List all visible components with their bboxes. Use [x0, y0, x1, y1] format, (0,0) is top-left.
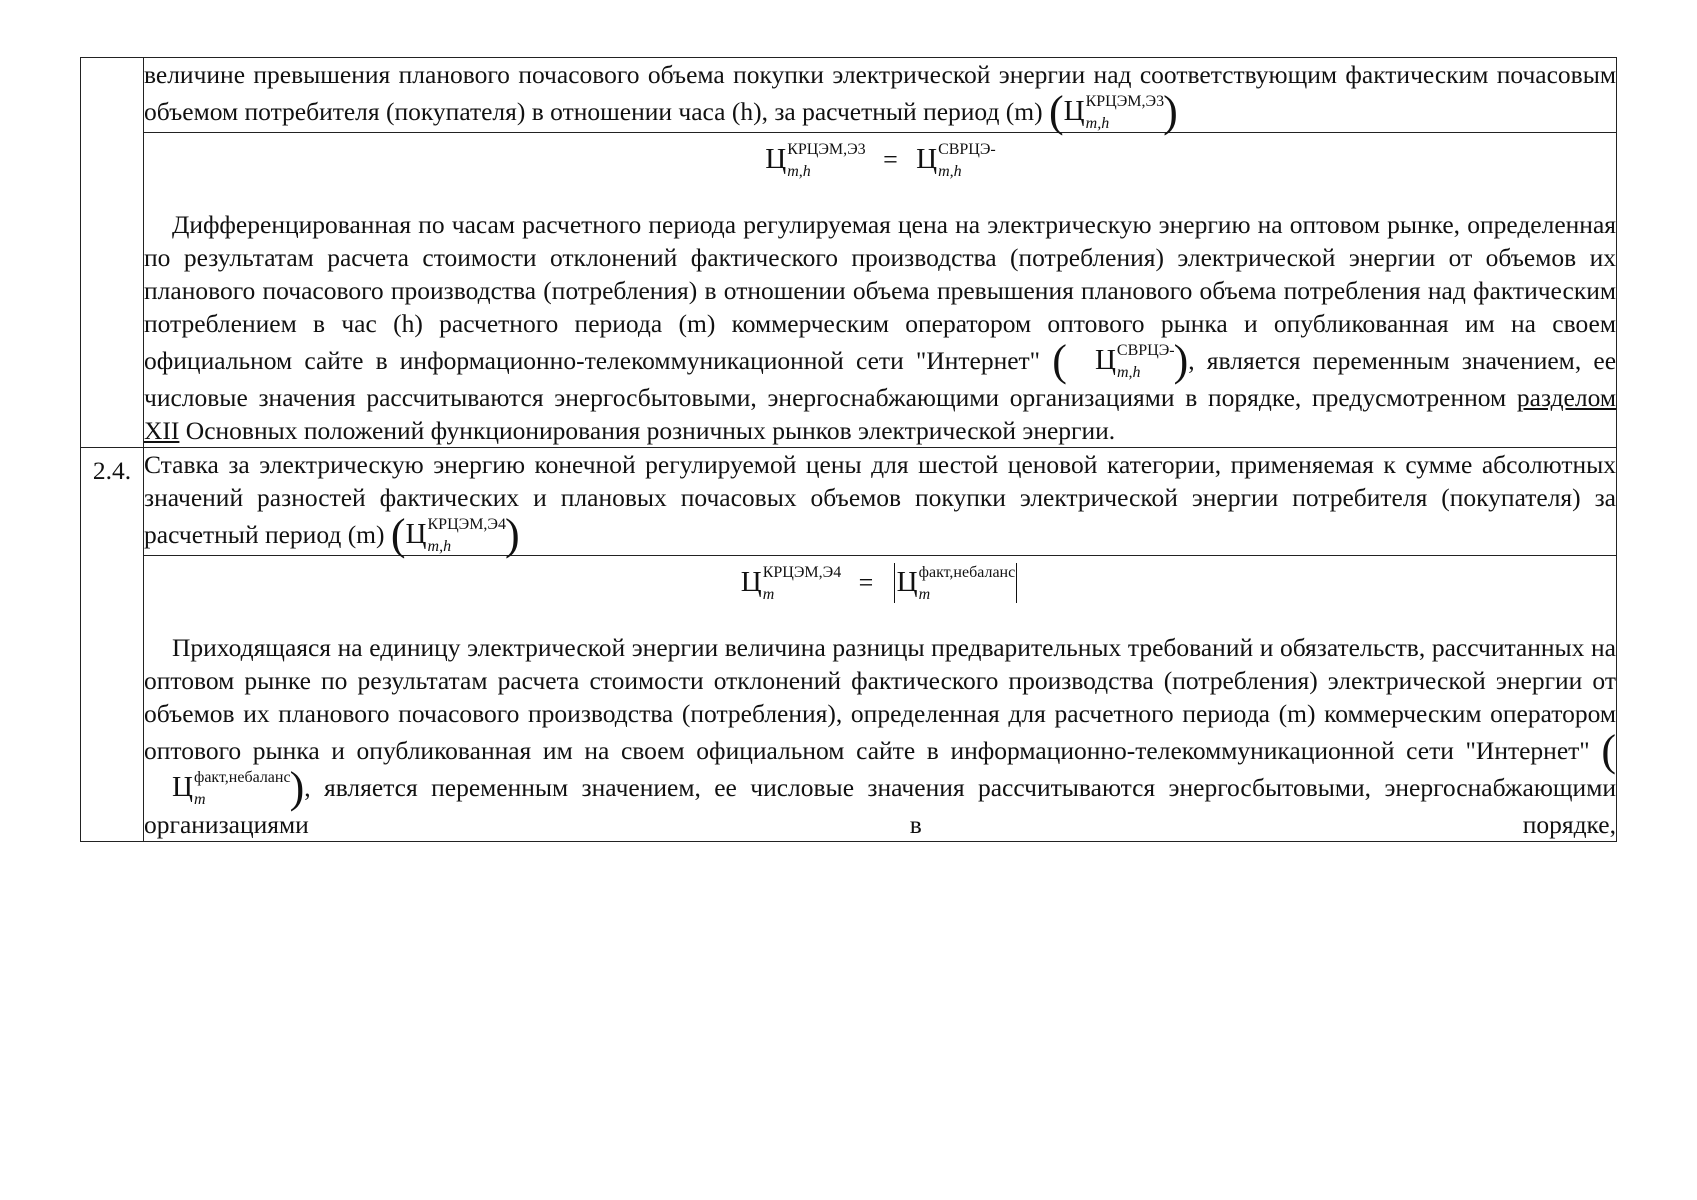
- table-row: [81, 58, 1617, 133]
- equals-sign: =: [883, 145, 898, 174]
- row-number-cell: 2.4.: [81, 448, 144, 842]
- equals-sign: =: [858, 568, 874, 597]
- row4-cell: [144, 556, 1617, 842]
- formula-rhs-symbol: $Ц^{СВРЦЭ-}$ m,h: [916, 141, 996, 180]
- formula-lhs-symbol: $Ц^{КРЦЭМ,Э4}$ m: [740, 564, 842, 603]
- open-paren: (: [1052, 336, 1067, 385]
- document-table: [80, 57, 1617, 842]
- formula-rhs-symbol: $Ц^{факт,небаланс}$ m: [896, 564, 1016, 603]
- open-paren: (: [1049, 87, 1064, 136]
- price-symbol: $Ц^{СВРЦЭ-}$ m,h: [1094, 342, 1175, 381]
- formula-lhs-symbol: $Ц^{КРЦЭМ,Э3}$ m,h: [765, 141, 866, 180]
- close-paren: ): [1163, 87, 1178, 136]
- table-row: [81, 133, 1617, 448]
- row3-paragraph: [144, 448, 1616, 559]
- table-row: [81, 556, 1617, 842]
- row2-text-c: Основных положений функционирования розничных рынков электрической энергии.: [185, 416, 1116, 445]
- row-number-cell-empty: [81, 58, 144, 448]
- row4-paragraph: [144, 631, 1616, 841]
- price-symbol: $Ц^{факт,небаланс}$ m: [172, 769, 291, 808]
- price-symbol: $Ц^{КРЦЭМ,Э4}$ m,h: [405, 516, 506, 555]
- open-paren: (: [1601, 726, 1616, 775]
- row2-cell: [144, 133, 1617, 448]
- open-paren: (: [390, 510, 406, 559]
- close-paren: ): [504, 510, 520, 559]
- section-xii-link[interactable]: разделом XII: [144, 383, 1616, 445]
- row3-cell: [144, 448, 1617, 559]
- row1-paragraph: [144, 58, 1616, 136]
- table-row: [81, 448, 1617, 556]
- row1-text-a: величине превышения планового почасового объема покупки электрической энергии над соответствующим фактическим почасовым объемом потребителя (покупателя) в отношении часа (h), за расчетный период (m): [144, 60, 1616, 126]
- close-paren: ): [1173, 336, 1189, 385]
- price-symbol: $Ц^{КРЦЭМ,Э3}$ m,h: [1063, 93, 1165, 132]
- close-paren: ): [289, 763, 305, 812]
- row2-paragraph: [144, 208, 1616, 447]
- row3-text-a: Ставка за электрическую энергию конечной регулируемой цены для шестой ценовой категории, применяемая к сумме абсолютных значений разностей фактических и плановых почасовых объемов покупки электрической энергии потребителя (покупателя) за расчетный период (m): [144, 450, 1616, 549]
- abs-bar-right: [1016, 563, 1017, 603]
- row2-text-b: , является переменным значением, ее числовые значения рассчитываются энергосбытовыми, энергоснабжающими организациями в порядке, предусмотренном: [144, 346, 1617, 412]
- row4-text-a: Приходящаяся на единицу электрической энергии величина разницы предварительных требований и обязательств, рассчитанных на оптовом рынке по результатам расчета стоимости отклонений фактического производства (потребления) электрической энергии от объемов их планового почасового производства (потребления), определенная для расчетного периода (m) коммерческим оператором оптового рынка и опубликованная им на своем официальном сайте в информационно-телекоммуникационной сети "Интернет": [144, 633, 1616, 765]
- formula-e3: [144, 137, 1616, 186]
- row1-cell: [144, 58, 1617, 136]
- row2-text-a: Дифференцированная по часам расчетного периода регулируемая цена на электрическую энергию на оптовом рынке, определенная по результатам расчета стоимости отклонений фактического производства (потребления) электрической энергии от объемов их планового почасового производства (потребления) в отношении объема превышения планового объема потребления над фактическим потреблением в час (h) расчетного периода (m) коммерческим оператором оптового рынка и опубликованная им на своем официальном сайте в информационно-телекоммуникационной сети "Интернет": [144, 210, 1616, 375]
- abs-bar-left: [894, 563, 895, 603]
- formula-e4: [144, 560, 1616, 609]
- row4-text-b: , является переменным значением, ее числовые значения рассчитываются энергосбытовыми, энергоснабжающими организациями в порядке,: [144, 773, 1616, 839]
